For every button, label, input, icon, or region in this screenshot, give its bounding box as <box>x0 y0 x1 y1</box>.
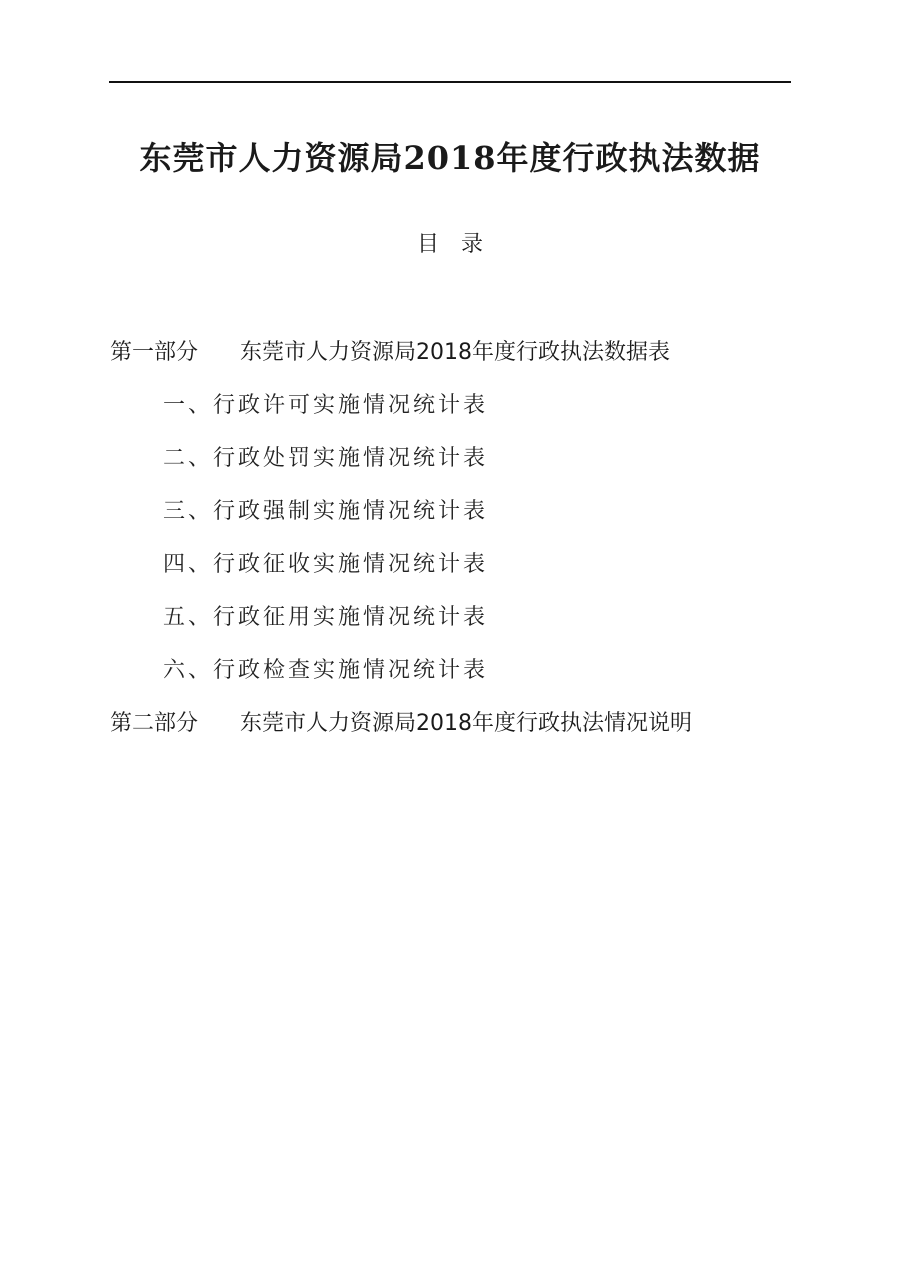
toc-item-6: 六、行政检查实施情况统计表 <box>163 658 489 683</box>
document-title: 东莞市人力资源局2018年度行政执法数据 <box>139 139 761 177</box>
toc-part-2-text: 东莞市人力资源局2018年度行政执法情况说明 <box>240 711 692 736</box>
toc-item-1: 一、行政许可实施情况统计表 <box>163 393 489 418</box>
toc-item-2: 二、行政处罚实施情况统计表 <box>163 446 489 471</box>
toc-heading: 目 录 <box>416 232 483 257</box>
toc-part-1-text: 东莞市人力资源局2018年度行政执法数据表 <box>240 340 670 365</box>
toc-item-3: 三、行政强制实施情况统计表 <box>163 499 489 524</box>
toc-item-5: 五、行政征用实施情况统计表 <box>163 605 489 630</box>
toc-part-2-label: 第二部分 <box>110 711 199 736</box>
toc-part-2 <box>110 708 692 740</box>
toc-part-1 <box>110 337 670 369</box>
header-rule <box>109 81 791 83</box>
toc-part-1-label: 第一部分 <box>110 340 199 365</box>
toc-item-4: 四、行政征收实施情况统计表 <box>163 552 489 577</box>
